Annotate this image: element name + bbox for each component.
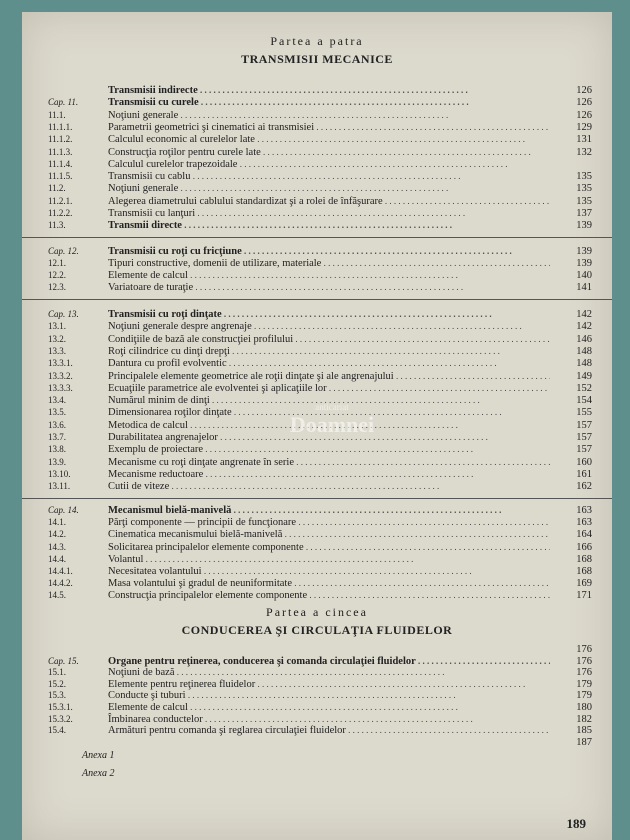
toc-entry-title: Elemente pentru reţinerea fluidelor . . . xyxy=(108,678,550,691)
toc-entry-page: 126 xyxy=(576,109,592,121)
toc-entry-number: 13.10. xyxy=(48,468,71,479)
toc-entry-page: 160 xyxy=(576,456,592,468)
toc-entry-title: Transmisii cu roţi cu fricţiune . . . xyxy=(108,245,550,258)
toc-entry-number: 13.6. xyxy=(48,419,66,430)
toc-entry-title: Armături pentru comanda şi reglarea circulaţiei fluidelor . . . xyxy=(108,724,550,737)
toc-entry-page: 141 xyxy=(576,282,592,293)
toc-entry-page: 168 xyxy=(576,566,592,577)
toc-entry-page: 176 xyxy=(576,644,592,655)
toc-entry xyxy=(22,170,612,183)
toc-entry-number: 14.4.2. xyxy=(48,578,73,589)
toc-entry-page: 163 xyxy=(576,517,592,529)
toc-entry-number: 13.9. xyxy=(48,456,66,467)
toc-entry-title: Variatoare de turaţie . . . xyxy=(108,281,550,294)
toc-entry-title: Transmisii indirecte . . . xyxy=(108,84,550,97)
toc-entry-number: 11.2.1. xyxy=(48,195,73,206)
toc-entry-number: 11.2.2. xyxy=(48,208,73,218)
toc-entry-number: 13.7. xyxy=(48,432,66,442)
toc-entry xyxy=(22,468,612,481)
toc-entry-title: Durabilitatea angrenajelor . . . xyxy=(108,431,550,444)
toc-entry-number: 14.5. xyxy=(48,590,66,601)
toc-entry xyxy=(22,308,612,321)
toc-entry-title: Transmisii cu cablu . . . xyxy=(108,170,550,183)
toc-entry-number: 13.8. xyxy=(48,444,66,455)
toc-entry-number: 12.1. xyxy=(48,258,66,268)
toc-entry-page: 140 xyxy=(576,270,592,281)
watermark-logo xyxy=(272,402,392,462)
toc-entry xyxy=(22,577,612,590)
toc-entry-title: Roţi cilindrice cu dinţi drepţi . . . xyxy=(108,345,550,358)
toc-entry-number: 13.5. xyxy=(48,407,66,418)
part4-title: TRANSMISII MECANICE xyxy=(241,52,393,66)
book-page xyxy=(22,12,612,840)
toc-entry-number: 13.3. xyxy=(48,345,66,356)
toc-entry-number: Cap. 14. xyxy=(48,505,79,515)
toc-entry-number: 11.2. xyxy=(48,183,66,194)
toc-entry-number: 13.1. xyxy=(48,321,66,332)
toc-entry-number: 15.4. xyxy=(48,725,66,736)
toc-entry-title: Metodica de calcul . . . xyxy=(108,419,550,432)
divider xyxy=(22,498,612,499)
toc-entry-page: 182 xyxy=(576,713,592,725)
toc-entry-number: 15.3.2. xyxy=(48,713,73,724)
toc-entry-number: 15.2. xyxy=(48,678,66,689)
toc-entry xyxy=(22,370,612,383)
toc-entry-number: 12.2. xyxy=(48,270,66,280)
toc-entry-title: Transmisii cu lanţuri . . . xyxy=(108,207,550,220)
toc-entry-number: 14.4.1. xyxy=(48,566,73,576)
toc-entry-title: Numărul minim de dinţi . . . xyxy=(108,394,550,407)
toc-entry-page: 152 xyxy=(576,382,592,394)
toc-entry-number: 14.3. xyxy=(48,541,66,552)
toc-entry-number: 11.1.1. xyxy=(48,121,73,132)
toc-entry-title: Transmisii cu roţi dinţate . . . xyxy=(108,308,550,321)
toc-entry-page: 132 xyxy=(576,146,592,158)
toc-entry-title: Conducte şi tuburi . . . xyxy=(108,689,550,702)
toc-entry-title: Principalele elemente geometrice ale roţii dinţate şi ale angrenajului . . . xyxy=(108,370,550,383)
toc-entry-page: 142 xyxy=(576,321,592,333)
toc-entry-number: 14.1. xyxy=(48,517,66,528)
toc-entry-number: 12.3. xyxy=(48,282,66,292)
toc-entry-title: Noţiuni de bază . . . xyxy=(108,666,550,679)
toc-entry-title: Părţi componente — principii de funcţionare . . . xyxy=(108,516,550,529)
toc-entry-title: Cutii de viteze . . . xyxy=(108,480,550,493)
annex-2: Anexa 2 xyxy=(82,768,115,779)
toc-entry xyxy=(22,133,612,146)
toc-entry-page: 163 xyxy=(576,505,592,516)
toc-entry-title: Îmbinarea conductelor . . . xyxy=(108,713,550,726)
toc-entry-page: 146 xyxy=(576,333,592,345)
toc-entry-title: Dimensionarea roţilor dinţate . . . xyxy=(108,406,550,419)
toc-entry-page: 131 xyxy=(576,134,592,146)
toc-entry-number: 13.3.3. xyxy=(48,382,73,393)
toc-entry-number: 11.1.2. xyxy=(48,134,73,145)
toc-entry-page: 179 xyxy=(576,678,592,690)
toc-entry-page: 135 xyxy=(576,183,592,195)
watermark-big: Doamnei xyxy=(289,412,375,437)
toc-entry-number: 15.3. xyxy=(48,690,66,701)
toc-entry-number: 13.3.2. xyxy=(48,370,73,381)
toc-entry xyxy=(22,219,612,232)
toc-entry xyxy=(22,553,612,566)
toc-entry-number: 15.1. xyxy=(48,667,66,678)
toc-entry-page: 139 xyxy=(576,246,592,257)
toc-entry xyxy=(22,182,612,195)
toc-entry-title: Transmii directe . . . xyxy=(108,219,550,232)
toc-entry-number: 11.1.5. xyxy=(48,171,73,182)
toc-entry-page: 169 xyxy=(576,578,592,590)
toc-entry-number: 13.3.1. xyxy=(48,358,73,369)
toc-entry-title: Construcţia roţilor pentru curele late . . . xyxy=(108,146,550,159)
toc-entry-page: 157 xyxy=(576,419,592,431)
toc-entry-page: 154 xyxy=(576,395,592,407)
toc-entry xyxy=(22,320,612,333)
toc-entry-number: 11.1.4. xyxy=(48,158,73,169)
toc-entry xyxy=(22,195,612,208)
toc-entry-number: 11.1. xyxy=(48,109,66,120)
toc-entry-title: Exemplu de proiectare . . . xyxy=(108,443,550,456)
toc-entry-page: 171 xyxy=(576,590,592,602)
toc-entry xyxy=(22,146,612,159)
toc-entry-title: Alegerea diametrului cablului standardizat şi a rolei de înfăşurare . . . xyxy=(108,195,550,208)
watermark-small: anticariat xyxy=(315,402,349,412)
toc-entry xyxy=(22,158,612,171)
toc-entry xyxy=(22,345,612,358)
toc-entry xyxy=(22,121,612,134)
divider xyxy=(22,237,612,238)
toc-entry-page: 161 xyxy=(576,468,592,480)
toc-entry-page: 179 xyxy=(576,690,592,702)
toc-entry-page: 176 xyxy=(576,655,592,667)
toc-entry-title: Masa volantului şi gradul de neuniformitate . . . xyxy=(108,577,550,590)
toc-entry-page: 180 xyxy=(576,702,592,713)
toc-entry xyxy=(22,736,612,749)
toc-entry-page: 149 xyxy=(576,370,592,382)
toc-entry-number: Cap. 13. xyxy=(48,309,79,319)
part5-title: CONDUCEREA ŞI CIRCULAŢIA FLUIDELOR xyxy=(181,623,453,637)
toc-entry-title: Elemente de calcul . . . xyxy=(108,269,550,282)
page-number: 189 xyxy=(566,816,586,831)
part5-heading: Partea a cincea xyxy=(266,605,368,619)
toc-entry-page: 164 xyxy=(576,529,592,541)
toc-entry-title: Condiţiile de bază ale construcţiei profilului . . . xyxy=(108,333,550,346)
toc-entry-number: 14.2. xyxy=(48,529,66,540)
toc-entry xyxy=(22,541,612,554)
toc-entry-page: 135 xyxy=(576,171,592,183)
toc-entry-number: 14.4. xyxy=(48,553,66,564)
toc-entry-page: 168 xyxy=(576,553,592,565)
toc-entry-title: Volantul . . . xyxy=(108,553,550,566)
toc-entry-page: 142 xyxy=(576,309,592,320)
toc-entry-page: 126 xyxy=(576,97,592,109)
toc-entry-title: Calculul curelelor trapezoidale . . . xyxy=(108,158,550,171)
toc-entry-number: 15.3.1. xyxy=(48,702,73,712)
toc-entry-page: 135 xyxy=(576,195,592,207)
toc-entry-title: Mecanismul bielă-manivelă . . . xyxy=(108,504,550,517)
toc-entry-number: Cap. 11. xyxy=(48,97,79,108)
toc-entry-page: 166 xyxy=(576,541,592,553)
toc-entry-number: 13.11. xyxy=(48,481,71,492)
toc-entry xyxy=(22,589,612,602)
toc-entry xyxy=(22,382,612,395)
toc-entry xyxy=(22,528,612,541)
toc-entry-title: Noţiuni generale . . . xyxy=(108,182,550,195)
toc-entry-page: 137 xyxy=(576,208,592,219)
toc-entry-page: 187 xyxy=(576,736,592,748)
toc-entry xyxy=(22,96,612,109)
toc-entry-title: Tipuri constructive, domenii de utilizare, materiale . . . xyxy=(108,257,550,270)
annex-1: Anexa 1 xyxy=(82,750,115,761)
toc-entry-title: Mecanisme reductoare . . . xyxy=(108,468,550,481)
toc-entry-page: 157 xyxy=(576,444,592,456)
toc-entry-page: 139 xyxy=(576,220,592,232)
toc-entry-title: Parametrii geometrici şi cinematici ai transmisiei . . . xyxy=(108,121,550,134)
toc-entry-title: Solicitarea principalelor elemente componente . . . xyxy=(108,541,550,554)
toc-entry-title: Organe pentru reţinerea, conducerea şi comanda circulaţiei fluidelor . . . xyxy=(108,655,550,668)
toc-entry-page: 185 xyxy=(576,725,592,737)
toc-entry xyxy=(22,504,612,517)
toc-entry-page: 126 xyxy=(576,85,592,96)
toc-entry-number: Cap. 12. xyxy=(48,246,79,256)
toc-entry xyxy=(22,357,612,370)
toc-entry-page: 148 xyxy=(576,358,592,370)
toc-entry-title: Dantura cu profil evolventic . . . xyxy=(108,357,550,370)
toc-entry-number: 13.4. xyxy=(48,395,66,406)
toc-entry xyxy=(22,565,612,578)
toc-entry-title: Necesitatea volantului . . . xyxy=(108,565,550,578)
toc-entry-title: Transmisii cu curele . . . xyxy=(108,96,550,109)
toc-entry-page: 129 xyxy=(576,121,592,133)
toc-entry-title: Mecanisme cu roţi dinţate angrenate în serie . . . xyxy=(108,456,550,469)
toc-entry-title: Construcţia principalelor elemente componente . . . xyxy=(108,589,550,602)
toc-entry xyxy=(22,109,612,122)
toc-entry-number: 13.2. xyxy=(48,333,66,344)
toc-entry xyxy=(22,480,612,493)
toc-entry-number: 11.1.3. xyxy=(48,146,73,157)
toc-entry xyxy=(22,516,612,529)
divider xyxy=(22,299,612,300)
toc-entry xyxy=(22,281,612,294)
toc-entry xyxy=(22,333,612,346)
toc-entry-number: Cap. 15. xyxy=(48,655,79,666)
toc-entry-page: 139 xyxy=(576,258,592,269)
toc-entry-title: Ecuaţiile parametrice ale evolventei şi aplicaţiile lor . . . xyxy=(108,382,550,395)
part4-heading: Partea a patra xyxy=(270,34,364,48)
toc-entry-title: Elemente de calcul . . . xyxy=(108,701,550,714)
toc-entry xyxy=(22,84,612,97)
toc-entry-title: Noţiuni generale despre angrenaje . . . xyxy=(108,320,550,333)
toc-entry-page: 148 xyxy=(576,345,592,357)
toc-entry-title: Calculul economic al curelelor late . . . xyxy=(108,133,550,146)
toc-entry-number: 11.3. xyxy=(48,220,66,231)
toc-entry-page: 157 xyxy=(576,432,592,443)
toc-entry xyxy=(22,207,612,220)
toc-entry-title: Noţiuni generale . . . xyxy=(108,109,550,122)
toc-entry-page: 162 xyxy=(576,481,592,493)
toc-entry-page: 176 xyxy=(576,667,592,679)
toc-entry-title: Cinematica mecanismului bielă-manivelă . . . xyxy=(108,528,550,541)
toc-entry-page: 155 xyxy=(576,407,592,419)
